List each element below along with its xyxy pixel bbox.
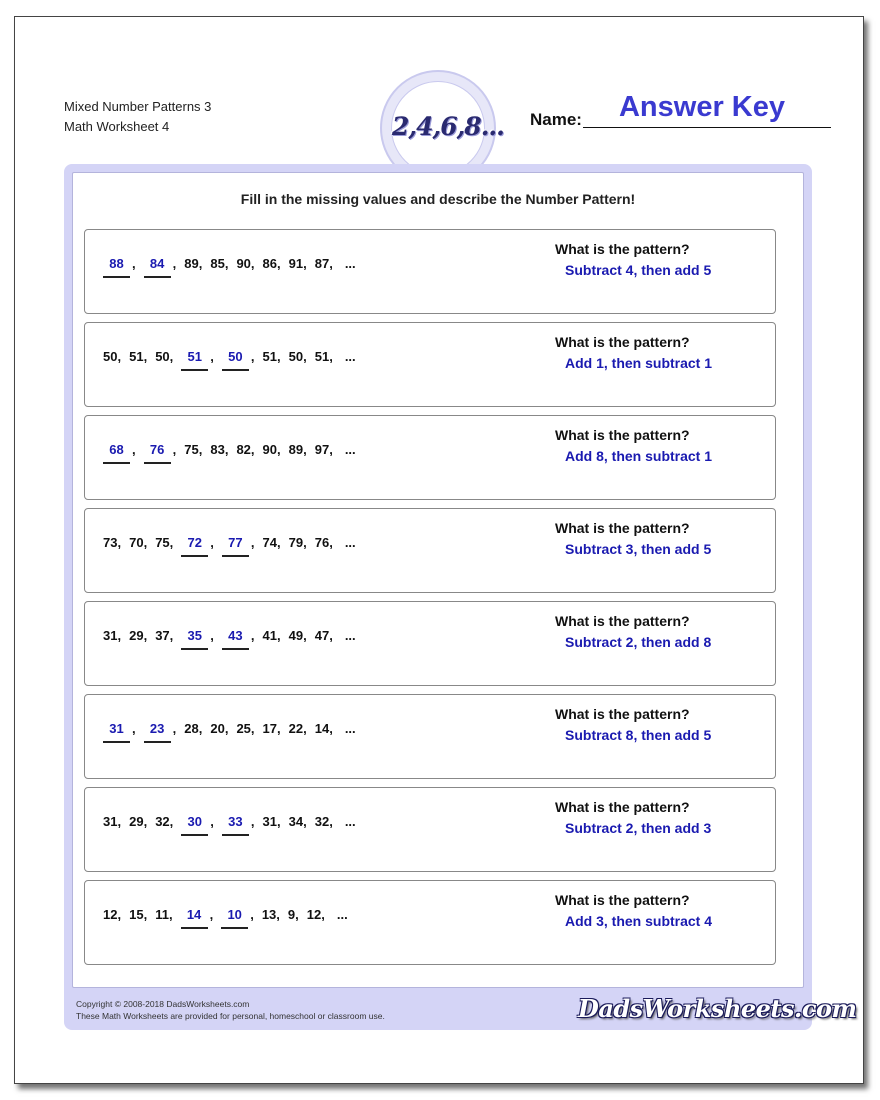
sequence-term: 82 [236, 442, 251, 457]
answer-blank: 77 [222, 534, 249, 557]
answer-blank: 31 [103, 720, 130, 743]
pattern-answer: Subtract 3, then add 5 [565, 541, 712, 557]
sequence-term: 89 [288, 442, 304, 457]
sequence-term: 79 [288, 535, 304, 550]
number-sequence [103, 348, 356, 376]
sequence-comma: , [210, 349, 214, 364]
sequence-comma: , [132, 442, 136, 457]
answer-blank: 68 [103, 441, 130, 464]
sequence-comma: , [117, 814, 122, 829]
sequence-comma: , [303, 721, 307, 736]
sequence-ellipsis: ... [344, 721, 356, 736]
copyright-block [76, 998, 385, 1022]
sequence-term: 29 [129, 628, 144, 643]
sequence-term: 50 [288, 349, 304, 364]
pattern-question: What is the pattern? [555, 706, 690, 722]
problem-box [84, 508, 776, 593]
sequence-term: 37 [155, 628, 170, 643]
sequence-comma: , [117, 349, 122, 364]
sequence-ellipsis: ... [344, 628, 356, 643]
sequence-comma: , [143, 535, 148, 550]
pattern-question: What is the pattern? [555, 334, 690, 350]
sequence-comma: , [210, 628, 214, 643]
sequence-comma: , [329, 256, 333, 271]
worksheet-title-block [64, 97, 211, 137]
sequence-term: 90 [262, 442, 277, 457]
number-sequence [103, 813, 356, 841]
sequence-comma: , [329, 721, 333, 736]
number-sequence [103, 906, 348, 934]
sequence-comma: , [329, 814, 333, 829]
sequence-comma: , [295, 907, 299, 922]
pattern-question: What is the pattern? [555, 799, 690, 815]
number-sequence [103, 255, 356, 283]
problem-box [84, 694, 776, 779]
problem-box [84, 229, 776, 314]
number-sequence [103, 720, 356, 748]
name-line [583, 127, 831, 128]
sequence-comma: , [198, 442, 203, 457]
sequence-term: 70 [129, 535, 144, 550]
sequence-ellipsis: ... [336, 907, 348, 922]
sequence-comma: , [250, 535, 255, 550]
sequence-ellipsis: ... [344, 814, 356, 829]
sequence-comma: , [277, 256, 281, 271]
pattern-question: What is the pattern? [555, 892, 690, 908]
sequence-term: 17 [262, 721, 277, 736]
pattern-answer: Add 8, then subtract 1 [565, 448, 713, 464]
sequence-comma: , [277, 442, 281, 457]
copyright-text: Copyright © 2008-2018 DadsWorksheets.com [76, 999, 250, 1009]
sequence-comma: , [210, 814, 214, 829]
sequence-term: 41 [262, 628, 277, 643]
sequence-comma: , [224, 442, 229, 457]
sequence-ellipsis: ... [344, 442, 356, 457]
pattern-question: What is the pattern? [555, 520, 690, 536]
sequence-comma: , [277, 721, 281, 736]
pattern-question: What is the pattern? [555, 427, 690, 443]
name-label: Name: [530, 110, 582, 129]
sequence-comma: , [321, 907, 325, 922]
sequence-term: 87 [314, 256, 330, 271]
worksheet-subtitle: Math Worksheet 4 [64, 119, 170, 134]
answer-blank: 84 [144, 255, 171, 278]
answer-blank: 72 [181, 534, 208, 557]
sequence-term: 89 [184, 256, 199, 271]
sequence-term: 25 [236, 721, 251, 736]
worksheet-title: Mixed Number Patterns 3 [64, 99, 212, 114]
sequence-comma: , [143, 349, 148, 364]
sequence-comma: , [210, 535, 214, 550]
pattern-question: What is the pattern? [555, 613, 690, 629]
sequence-term: 73 [103, 535, 118, 550]
pattern-answer: Add 3, then subtract 4 [565, 913, 713, 929]
sequence-term: 14 [314, 721, 330, 736]
sequence-comma: , [169, 814, 174, 829]
sequence-comma: , [250, 721, 255, 736]
sequence-comma: , [172, 256, 177, 271]
sequence-comma: , [209, 907, 214, 922]
sequence-comma: , [303, 442, 307, 457]
sequence-term: 75 [184, 442, 199, 457]
pattern-badge-inner [391, 81, 504, 175]
sequence-term: 91 [288, 256, 304, 271]
usage-notice: These Math Worksheets are provided for personal, homeschool or classroom use. [76, 1011, 385, 1021]
sequence-comma: , [168, 907, 173, 922]
answer-blank: 43 [222, 627, 249, 650]
sequence-ellipsis: ... [344, 256, 356, 271]
answer-blank: 35 [181, 627, 208, 650]
answer-key-label: Answer Key [618, 91, 785, 123]
sequence-term: 75 [155, 535, 170, 550]
sequence-comma: , [172, 721, 177, 736]
sequence-term: 22 [288, 721, 304, 736]
answer-blank: 10 [221, 906, 248, 929]
sequence-comma: , [303, 349, 307, 364]
badge-text: 2,4,6,8... [392, 112, 504, 141]
sequence-term: 12 [306, 907, 322, 922]
sequence-comma: , [198, 256, 203, 271]
sequence-comma: , [132, 721, 136, 736]
sequence-term: 9 [287, 907, 296, 922]
answer-blank: 33 [222, 813, 249, 836]
pattern-question: What is the pattern? [555, 241, 690, 257]
sequence-term: 50 [103, 349, 118, 364]
sequence-comma: , [277, 814, 281, 829]
sequence-ellipsis: ... [344, 349, 356, 364]
sequence-comma: , [250, 907, 254, 922]
pattern-answer: Subtract 4, then add 5 [565, 262, 712, 278]
sequence-term: 85 [210, 256, 225, 271]
sequence-term: 31 [262, 814, 277, 829]
sequence-comma: , [224, 721, 229, 736]
pattern-answer: Subtract 2, then add 3 [565, 820, 712, 836]
sequence-term: 51 [314, 349, 330, 364]
sequence-comma: , [132, 256, 136, 271]
pattern-answer: Subtract 8, then add 5 [565, 727, 712, 743]
problem-box [84, 880, 776, 965]
pattern-answer: Subtract 2, then add 8 [565, 634, 712, 650]
sequence-comma: , [172, 442, 177, 457]
sequence-comma: , [198, 721, 203, 736]
sequence-term: 76 [314, 535, 330, 550]
number-sequence [103, 627, 356, 655]
sequence-term: 28 [184, 721, 199, 736]
problem-box [84, 601, 776, 686]
sequence-comma: , [117, 628, 122, 643]
sequence-comma: , [117, 907, 122, 922]
sequence-term: 74 [262, 535, 277, 550]
sequence-comma: , [329, 349, 333, 364]
sequence-comma: , [329, 535, 333, 550]
sequence-term: 83 [210, 442, 225, 457]
sequence-term: 31 [103, 814, 118, 829]
sequence-term: 86 [262, 256, 277, 271]
problem-box [84, 322, 776, 407]
sequence-comma: , [303, 814, 307, 829]
sequence-comma: , [276, 907, 280, 922]
sequence-comma: , [143, 907, 148, 922]
sequence-term: 90 [236, 256, 251, 271]
answer-blank: 14 [181, 906, 208, 929]
sequence-term: 51 [129, 349, 144, 364]
sequence-comma: , [329, 628, 333, 643]
number-sequence [103, 441, 356, 469]
sequence-comma: , [329, 442, 333, 457]
answer-blank: 23 [144, 720, 171, 743]
sequence-term: 29 [129, 814, 144, 829]
sequence-comma: , [169, 349, 174, 364]
sequence-term: 13 [261, 907, 277, 922]
sequence-comma: , [250, 442, 255, 457]
sequence-term: 47 [314, 628, 330, 643]
instructions: Fill in the missing values and describe the Number Pattern! [240, 191, 636, 207]
sequence-comma: , [250, 349, 255, 364]
sequence-comma: , [169, 628, 174, 643]
problem-box [84, 415, 776, 500]
dadsworksheets-logo: DadsWorksheets.com [578, 994, 857, 1023]
sequence-comma: , [303, 535, 307, 550]
sequence-term: 12 [103, 907, 118, 922]
sequence-comma: , [250, 814, 255, 829]
sequence-term: 49 [288, 628, 304, 643]
answer-blank: 76 [144, 441, 171, 464]
sequence-comma: , [277, 535, 281, 550]
sequence-term: 50 [155, 349, 170, 364]
answer-blank: 88 [103, 255, 130, 278]
sequence-term: 31 [103, 628, 118, 643]
number-sequence [103, 534, 356, 562]
sequence-comma: , [143, 628, 148, 643]
pattern-answer: Add 1, then subtract 1 [565, 355, 713, 371]
sequence-comma: , [250, 628, 255, 643]
sequence-comma: , [250, 256, 255, 271]
sequence-comma: , [277, 628, 281, 643]
sequence-comma: , [303, 628, 307, 643]
answer-blank: 50 [222, 348, 249, 371]
sequence-comma: , [277, 349, 281, 364]
sequence-comma: , [143, 814, 148, 829]
sequence-term: 97 [314, 442, 330, 457]
sequence-term: 51 [262, 349, 277, 364]
sequence-comma: , [303, 256, 307, 271]
problem-box [84, 787, 776, 872]
sequence-term: 32 [155, 814, 170, 829]
sequence-term: 15 [129, 907, 144, 922]
sequence-term: 34 [288, 814, 304, 829]
sequence-comma: , [117, 535, 122, 550]
sequence-term: 20 [210, 721, 225, 736]
sequence-term: 11 [155, 907, 169, 922]
answer-blank: 30 [181, 813, 208, 836]
sequence-ellipsis: ... [344, 535, 356, 550]
answer-blank: 51 [181, 348, 208, 371]
sequence-comma: , [224, 256, 229, 271]
sequence-comma: , [169, 535, 174, 550]
sequence-term: 32 [314, 814, 330, 829]
